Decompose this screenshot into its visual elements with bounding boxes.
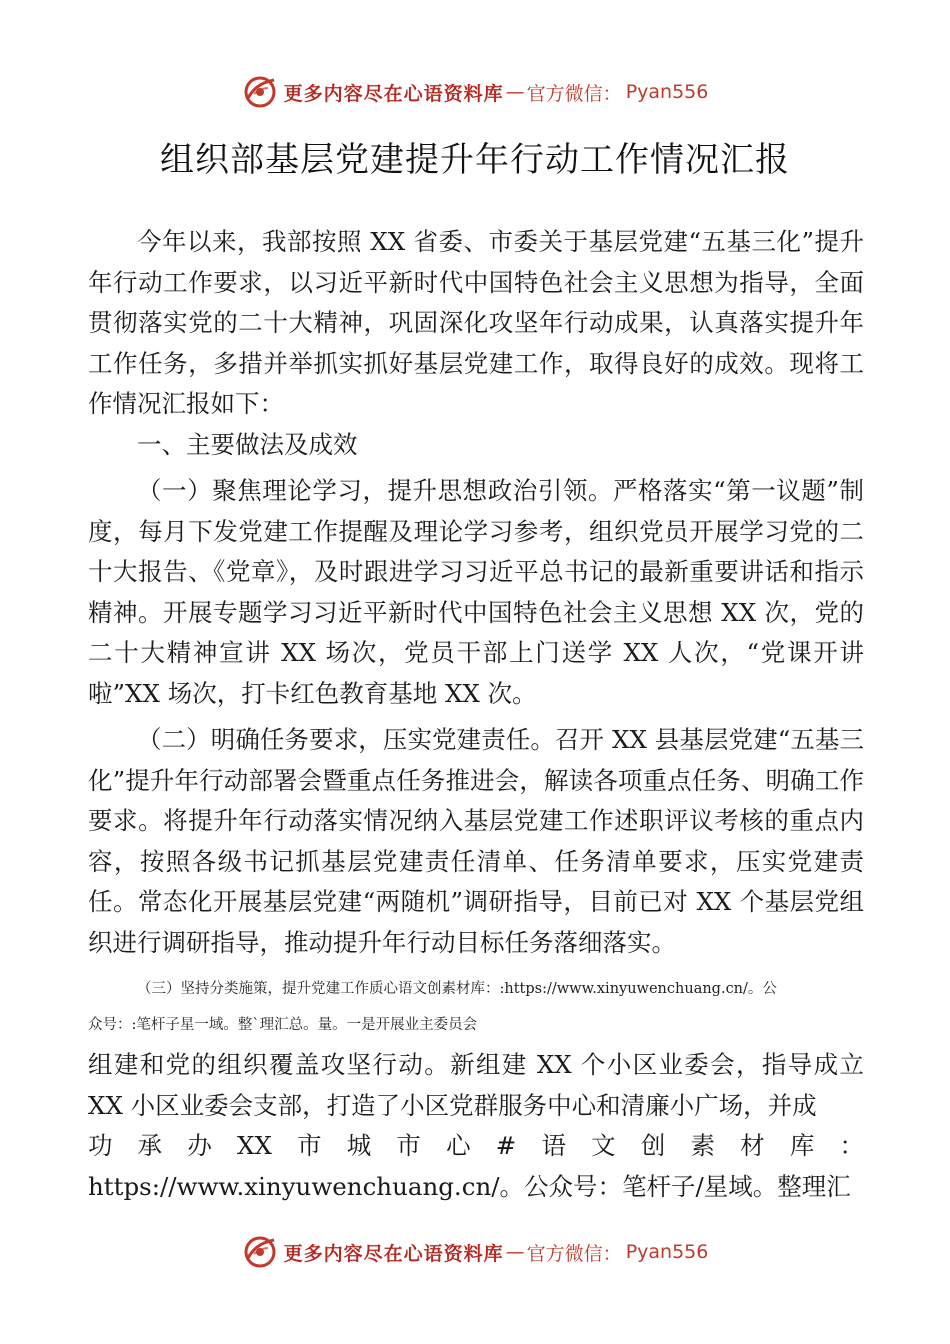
intro-paragraph: 今年以来，我部按照 XX 省委、市委关于基层党建“五基三化”提升年行动工作要求，以习近平新时代中国特色社会主义思想为指导，全面贯彻落实党的二十大精神，巩固深化攻坚年行动成果，认真落实提升年工作任务，多措并举抓实抓好基层党建工作，取得良好的成效。现将工作情况汇报如下： <box>88 227 864 418</box>
spread-char: 材 <box>740 1131 765 1160</box>
section-heading: 一、主要做法及成效 <box>137 429 358 459</box>
watermark-dash: — <box>505 1241 525 1263</box>
seal-logo-icon <box>242 74 278 110</box>
paragraph-1: （一）聚焦理论学习，提升思想政治引领。严格落实“第一议题”制度，每月下发党建工作提醒及理论学习参考，组织党员开展学习党的二十大报告、《党章》，及时跟进学习习近平总书记的最新重要讲话和指示精神。开展专题学习习近平新时代中国特色社会主义思想 XX 次，党的二十大精神宣讲 XX 场次，党员干部上门送学 XX 人次，“党课开讲啦”XX 场次，打卡红色教育基地 XX 次。 <box>88 476 864 708</box>
spread-char: XX <box>237 1131 272 1160</box>
spread-char: 库 <box>789 1131 815 1160</box>
watermark-wechat-label: 官方微信： <box>526 82 622 105</box>
watermark-banner-top <box>0 72 950 112</box>
paragraph-3-small-line-2: 众号：:笔杆子星一域。整`理汇总。量。一是开展业主委员会 <box>88 1017 478 1033</box>
spread-char: # <box>495 1131 517 1160</box>
spread-char: 语 <box>541 1131 566 1160</box>
document-body <box>88 222 864 1207</box>
spread-char: 办 <box>187 1131 212 1160</box>
seal-logo-icon <box>242 1234 278 1270</box>
paragraph-3-small-line-1: （三）坚持分类施策，提升党建工作质心语文创素材库：:https://www.xinyuwenchuang.cn/。公 <box>137 981 777 997</box>
watermark-main-text: 更多内容尽在心语资料库 <box>283 82 504 105</box>
watermark-dash: — <box>505 81 525 103</box>
spread-char: 文 <box>591 1131 616 1160</box>
watermark-wechat-label: 官方微信： <box>526 1242 622 1265</box>
watermark-wechat-id: Pyan556 <box>625 1241 709 1263</box>
paragraph-2: （二）明确任务要求，压实党建责任。召开 XX 县基层党建“五基三化”提升年行动部署会暨重点任务推进会，解读各项重点任务、明确工作要求。将提升年行动落实情况纳入基层党建工作述职评议考核的重点内容，按照各级书记抓基层党建责任清单、任务清单要求，压实党建责任。常态化开展基层党建“两随机”调研指导，目前已对 XX 个基层党组织进行调研指导，推动提升年行动目标任务落细落实。 <box>88 725 864 957</box>
spread-char: 心 <box>446 1131 471 1160</box>
paragraph-3-spread-line <box>88 1126 864 1167</box>
watermark-main-text: 更多内容尽在心语资料库 <box>283 1242 504 1265</box>
spread-char: 市 <box>297 1131 322 1160</box>
document-title: 组织部基层党建提升年行动工作情况汇报 <box>160 140 790 180</box>
paragraph-3-last-line: https://www.xinyuwenchuang.cn/。公众号：笔杆子/星域。整理汇 <box>88 1171 851 1201</box>
spread-char: 城 <box>346 1131 372 1160</box>
spread-char: 市 <box>396 1131 421 1160</box>
watermark-banner-bottom <box>0 1232 950 1272</box>
spread-char: 素 <box>690 1131 715 1160</box>
paragraph-3-body: 组建和党的组织覆盖攻坚行动。新组建 XX 个小区业委会，指导成立 XX 小区业委会支部，打造了小区党群服务中心和清廉小广场，并成 <box>88 1050 864 1120</box>
watermark-wechat-id: Pyan556 <box>625 81 709 103</box>
spread-char: 功 <box>88 1131 113 1160</box>
spread-char: 承 <box>137 1131 163 1160</box>
spread-char: 创 <box>640 1131 666 1160</box>
spread-char: ： <box>839 1131 864 1160</box>
